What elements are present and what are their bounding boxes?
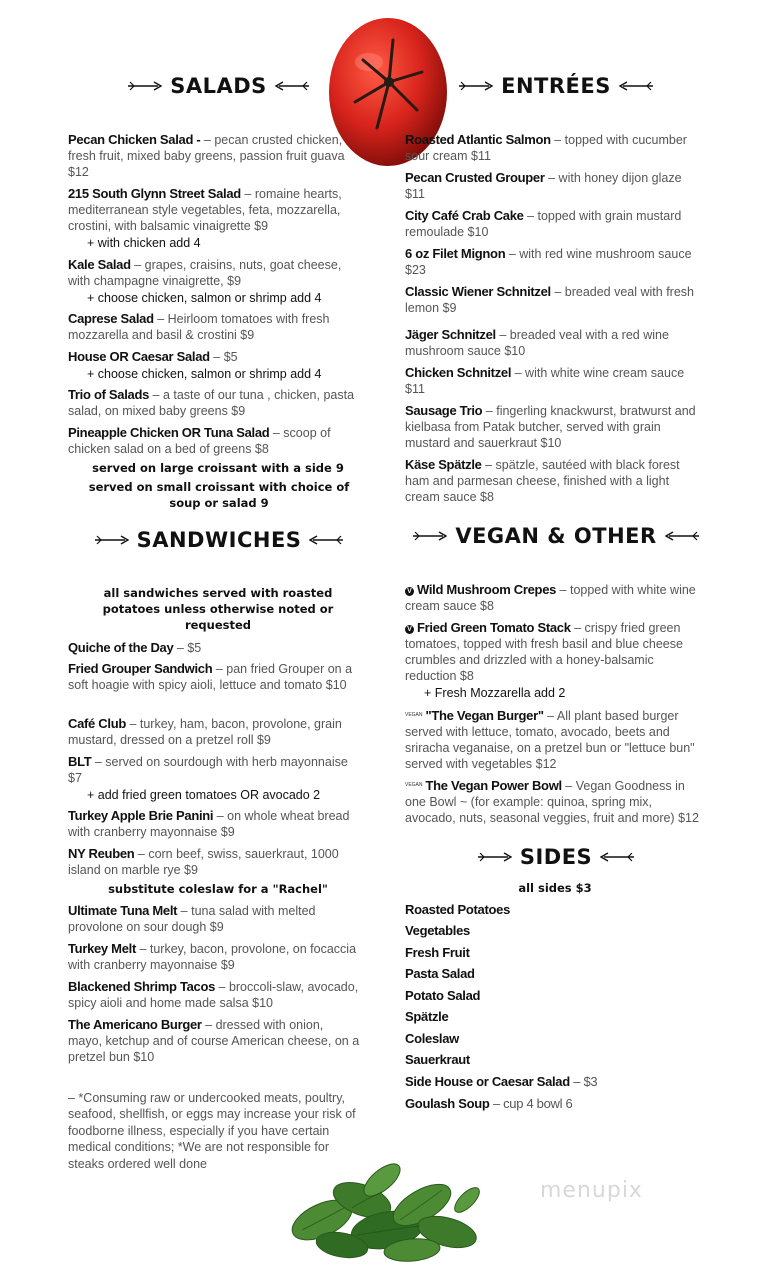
menu-item (68, 387, 360, 419)
item-name: Blackened Shrimp Tacos (68, 979, 216, 994)
item-desc: – $5 (173, 641, 202, 655)
side-name: Sauerkraut (405, 1052, 470, 1067)
item-name: Pecan Chicken Salad - (68, 132, 201, 147)
arrow-right-ornament-icon (413, 531, 447, 541)
item-name: Ultimate Tuna Melt (68, 903, 178, 918)
vegan-heading (432, 524, 680, 548)
item-desc: – breaded veal with fresh lemon $9 (405, 285, 694, 315)
side-item (405, 1096, 572, 1111)
item-name: 215 South Glynn Street Salad (68, 186, 241, 201)
menu-item (405, 284, 700, 316)
item-name: Pecan Crusted Grouper (405, 170, 545, 185)
side-item (405, 1009, 448, 1024)
item-name: Turkey Melt (68, 941, 136, 956)
item-name: Classic Wiener Schnitzel (405, 284, 551, 299)
vegan-badge-icon: VEGAN (405, 712, 423, 718)
side-name: Coleslaw (405, 1031, 459, 1046)
item-desc: – All plant based burger served with lettuce, tomato, avocado, beets and sriracha veganaise, on a pretzel bun or "lettuce bun" served with vegetables $12 (405, 709, 695, 771)
menu-item (68, 311, 360, 343)
menu-item (405, 365, 700, 397)
item-name: "The Vegan Burger" (425, 708, 544, 723)
item-name: Kale Salad (68, 257, 131, 272)
vegan-addon: + Fresh Mozzarella add 2 (424, 686, 566, 700)
salad-addon: + choose chicken, salmon or shrimp add 4 (87, 367, 322, 381)
side-item (405, 902, 510, 917)
item-desc: – breaded veal with a red wine mushroom sauce $10 (405, 328, 669, 358)
menu-item (405, 707, 700, 772)
item-desc: – grapes, craisins, nuts, goat cheese, with champagne vinaigrette, $9 (68, 258, 342, 288)
menu-item (68, 349, 360, 365)
item-name: Fried Green Tomato Stack (417, 620, 571, 635)
vegetarian-badge-icon: V (405, 587, 414, 596)
side-item (405, 1074, 597, 1089)
item-desc: – on whole wheat bread with cranberry mayonnaise $9 (68, 809, 350, 839)
item-name: House OR Caesar Salad (68, 349, 210, 364)
side-name: Potato Salad (405, 988, 481, 1003)
rachel-note: substitute coleslaw for a "Rachel" (108, 882, 328, 896)
arrow-left-ornament-icon (309, 535, 343, 545)
menu-item (405, 457, 700, 505)
sandwiches-title: SANDWICHES (136, 528, 302, 552)
item-desc: – Heirloom tomatoes with fresh mozzarella and basil & crostini $9 (68, 312, 330, 342)
food-safety-disclaimer: – *Consuming raw or undercooked meats, poultry, seafood, shellfish, or eggs may increase your risk of foodborne illness, especially if you have certain medical conditions; *We are not responsible for steaks ordered well done (68, 1091, 356, 1171)
side-name: Spätzle (405, 1009, 449, 1024)
side-item (405, 945, 470, 960)
item-desc: – crispy fried green tomatoes, topped with fresh basil and blue cheese crumbles and drizzled with a honey-balsamic reduction $8 (405, 621, 683, 683)
item-name: Fried Grouper Sandwich (68, 661, 213, 676)
menu-item (68, 979, 360, 1011)
sides-heading (480, 845, 632, 869)
item-desc: – corn beef, swiss, sauerkraut, 1000 island on marble rye $9 (68, 847, 339, 877)
side-name: Pasta Salad (405, 966, 475, 981)
menu-item (68, 661, 360, 693)
item-name: NY Reuben (68, 846, 135, 861)
item-name: Roasted Atlantic Salmon (405, 132, 551, 147)
salads-title: SALADS (170, 74, 267, 98)
item-desc: – pan fried Grouper on a soft hoagie with spicy aioli, lettuce and tomato $10 (68, 662, 353, 692)
item-desc: – Vegan Goodness in one Bowl ~ (for example: quinoa, spring mix, avocado, nuts, seasonal veggies, fruit and more) $12 (405, 779, 699, 825)
arrow-left-ornament-icon (619, 81, 653, 91)
entrees-title: ENTRÉES (501, 74, 611, 98)
item-name: Wild Mushroom Crepes (417, 582, 557, 597)
item-desc: – spätzle, sautéed with black forest ham and parmesan cheese, finished with a light cream sauce $8 (405, 458, 680, 504)
arrow-right-ornament-icon (128, 81, 162, 91)
item-desc: – fingerling knackwurst, bratwurst and kielbasa from Patak butcher, served with grain mustard and sauerkraut $10 (405, 404, 696, 450)
arrow-left-ornament-icon (275, 81, 309, 91)
item-desc: – scoop of chicken salad on a bed of greens $8 (68, 426, 331, 456)
salad-addon: + choose chicken, salmon or shrimp add 4 (87, 291, 322, 305)
item-name: Jäger Schnitzel (405, 327, 496, 342)
item-name: Quiche of the Day (68, 640, 174, 655)
item-name: Sausage Trio (405, 403, 483, 418)
arrow-right-ornament-icon (478, 852, 512, 862)
entrees-heading (466, 74, 646, 98)
vegan-badge-icon: VEGAN (405, 782, 423, 788)
arrow-left-ornament-icon (600, 852, 634, 862)
menu-item (68, 754, 360, 786)
item-desc: – turkey, bacon, provolone, on focaccia with cranberry mayonnaise $9 (68, 942, 357, 972)
menupix-watermark: menupix (540, 1178, 643, 1203)
side-item (405, 1052, 470, 1067)
menu-item (68, 1017, 360, 1065)
salad-addon: + with chicken add 4 (87, 236, 201, 250)
menu-item (68, 640, 360, 656)
vegetarian-badge-icon: V (405, 625, 414, 634)
item-name: Pineapple Chicken OR Tuna Salad (68, 425, 270, 440)
item-desc: – served on sourdough with herb mayonnaise $7 (68, 755, 348, 785)
sandwich-intro-note: all sandwiches served with roasted potatoes unless otherwise noted or requested (102, 586, 334, 632)
menu-item (68, 716, 360, 748)
item-desc: – a taste of our tuna , chicken, pasta salad, on mixed baby greens $9 (68, 388, 355, 418)
menu-item (68, 903, 360, 935)
menu-item (68, 132, 360, 180)
arrow-right-ornament-icon (95, 535, 129, 545)
menu-item (68, 941, 360, 973)
item-desc: – topped with white wine cream sauce $8 (405, 583, 696, 613)
item-name: BLT (68, 754, 92, 769)
vegan-title: VEGAN & OTHER (455, 524, 657, 548)
sides-price-note: all sides $3 (518, 881, 592, 895)
item-desc: – topped with cucumber sour cream $11 (405, 133, 687, 163)
side-name: Fresh Fruit (405, 945, 470, 960)
menu-item (405, 132, 700, 164)
sides-title: SIDES (519, 845, 593, 869)
menu-item (68, 425, 360, 457)
croissant-small-note: served on small croissant with choice of soup or salad 9 (88, 480, 350, 510)
item-desc: – with white wine cream sauce $11 (405, 366, 685, 396)
croissant-large-note: served on large croissant with a side 9 (92, 461, 344, 475)
menu-item (405, 327, 700, 359)
salads-heading (136, 74, 301, 98)
basil-illustration-icon (282, 1160, 492, 1264)
menu-item (405, 777, 700, 826)
item-name: Caprese Salad (68, 311, 154, 326)
side-name: Vegetables (405, 923, 470, 938)
side-desc: – $3 (569, 1074, 598, 1089)
menu-item (405, 170, 700, 202)
item-desc: – with honey dijon glaze $11 (405, 171, 682, 201)
item-name: The Americano Burger (68, 1017, 202, 1032)
sandwiches-heading (110, 528, 328, 552)
arrow-left-ornament-icon (665, 531, 699, 541)
item-name: Chicken Schnitzel (405, 365, 512, 380)
menu-item (405, 246, 700, 278)
menu-item (68, 846, 360, 878)
menu-item (68, 257, 360, 289)
item-name: The Vegan Power Bowl (425, 778, 562, 793)
item-desc: – romaine hearts, mediterranean style vegetables, feta, mozzarella, crostini, with balsamic vinaigrette $9 (68, 187, 342, 233)
item-name: Café Club (68, 716, 126, 731)
menu-item (405, 620, 700, 684)
arrow-right-ornament-icon (459, 81, 493, 91)
menu-item (405, 208, 700, 240)
side-item (405, 966, 475, 981)
item-name: City Café Crab Cake (405, 208, 524, 223)
item-name: Trio of Salads (68, 387, 150, 402)
item-desc: – turkey, ham, bacon, provolone, grain mustard, dressed on a pretzel roll $9 (68, 717, 342, 747)
item-desc: – broccoli-slaw, avocado, spicy aioli and home made salsa $10 (68, 980, 359, 1010)
item-desc: – pecan crusted chicken, fresh fruit, mixed baby greens, passion fruit guava $12 (68, 133, 345, 179)
side-name: Roasted Potatoes (405, 902, 511, 917)
item-desc: – dressed with onion, mayo, ketchup and of course American cheese, on a pretzel bun $10 (68, 1018, 360, 1064)
item-desc: – with red wine mushroom sauce $23 (405, 247, 692, 277)
menu-item (68, 808, 360, 840)
item-name: Käse Spätzle (405, 457, 482, 472)
menu-item (68, 186, 360, 234)
side-name: Side House or Caesar Salad (405, 1074, 570, 1089)
item-desc: – topped with grain mustard remoulade $10 (405, 209, 682, 239)
item-name: Turkey Apple Brie Panini (68, 808, 214, 823)
side-name: Goulash Soup (405, 1096, 490, 1111)
side-item (405, 923, 470, 938)
side-desc: – cup 4 bowl 6 (489, 1096, 573, 1111)
side-item (405, 988, 480, 1003)
side-item (405, 1031, 459, 1046)
menu-item (405, 403, 700, 451)
menu-item (405, 582, 700, 614)
blt-addon: + add fried green tomatoes OR avocado 2 (87, 788, 321, 802)
item-desc: – tuna salad with melted provolone on sour dough $9 (68, 904, 316, 934)
item-name: 6 oz Filet Mignon (405, 246, 506, 261)
item-desc: – $5 (209, 350, 238, 364)
